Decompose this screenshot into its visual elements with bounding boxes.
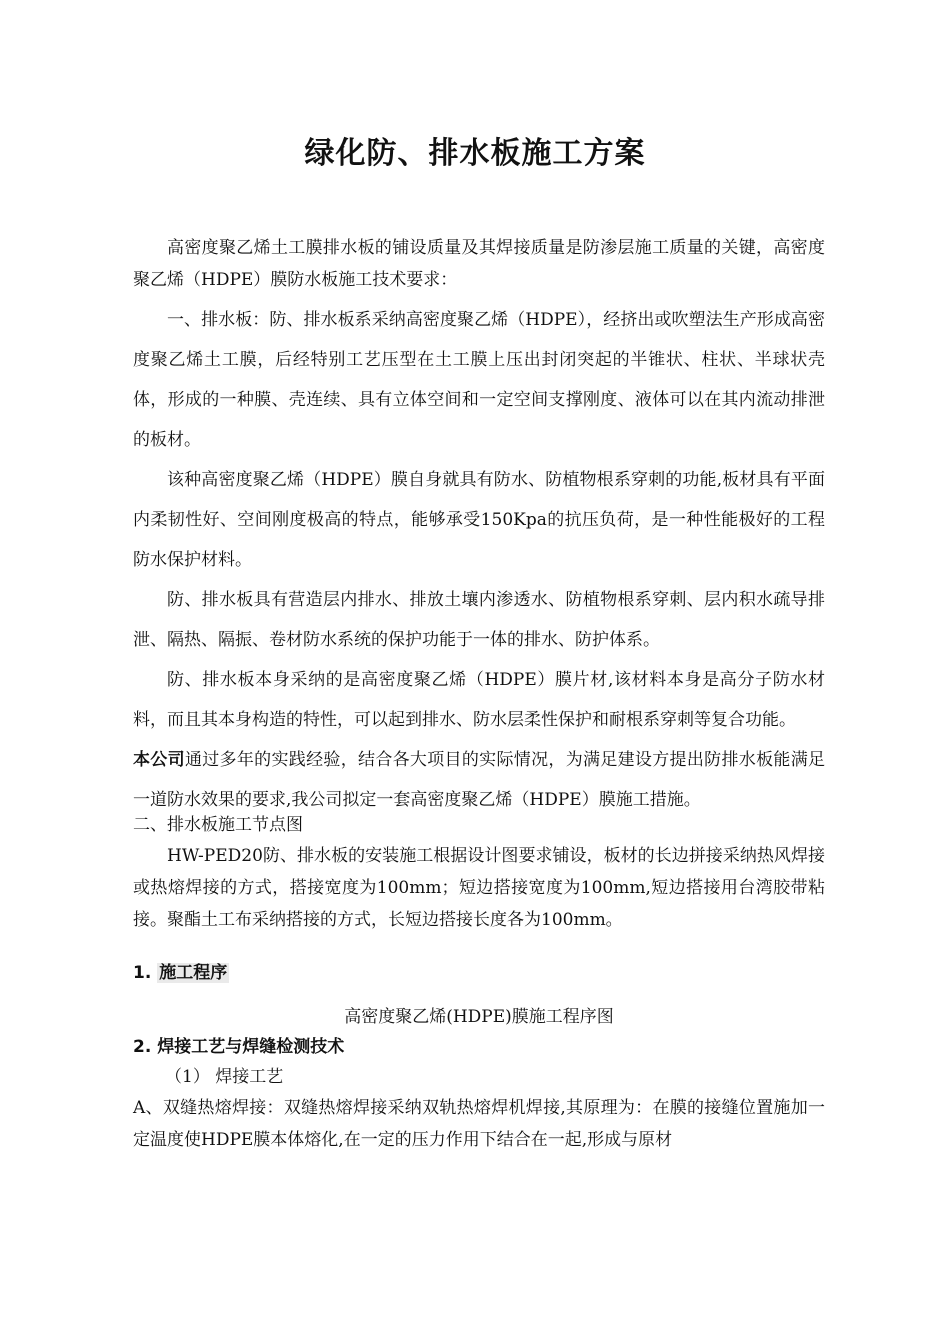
subsection-number: （1）: [165, 1067, 210, 1087]
section-number: 2.: [133, 1037, 152, 1057]
paragraph-company: [133, 740, 825, 820]
section-label: 焊接工艺与焊缝检测技术: [157, 1037, 345, 1057]
section-heading-node-drawing: 二、排水板施工节点图: [133, 815, 303, 835]
section-heading-procedure: [133, 958, 825, 988]
paragraph-drainage-board: 一、排水板：防、排水板系采纳高密度聚乙烯（HDPE），经挤出或吹塑法生产形成高密度聚乙烯土工膜，后经特别工艺压型在土工膜上压出封闭突起的半锥状、柱状、半球状壳体，形成的一种膜、壳连续、具有立体空间和一定空间支撑刚度、液体可以在其内流动排泄的板材。: [133, 310, 825, 450]
section-heading-welding: [133, 1032, 825, 1062]
subsection-label: 焊接工艺: [215, 1067, 284, 1087]
section-number: 1.: [133, 963, 152, 983]
company-text: 通过多年的实践经验，结合各大项目的实际情况，为满足建设方提出防排水板能满足一道防水效果的要求,我公司拟定一套高密度聚乙烯（HDPE）膜施工措施。: [133, 750, 826, 810]
paragraph-hdpe-properties: 该种高密度聚乙烯（HDPE）膜自身就具有防水、防植物根系穿刺的功能,板材具有平面内柔韧性好、空间刚度极高的特点，能够承受150Kpa的抗压负荷，是一种性能极好的工程防水保护材料。: [133, 470, 825, 570]
paragraph-intro: 高密度聚乙烯土工膜排水板的铺设质量及其焊接质量是防渗层施工质量的关键，高密度聚乙烯（HDPE）膜防水板施工技术要求：: [133, 238, 825, 290]
figure-caption: 高密度聚乙烯(HDPE)膜施工程序图: [344, 1007, 614, 1027]
document-body: [133, 232, 825, 1156]
paragraph-material: 防、排水板本身采纳的是高密度聚乙烯（HDPE）膜片材,该材料本身是高分子防水材料，而且其本身构造的特性，可以起到排水、防水层柔性保护和耐根系穿刺等复合功能。: [133, 670, 825, 730]
subsection-heading-welding-process: [133, 1062, 825, 1092]
document-title: 绿化防、排水板施工方案: [304, 136, 646, 171]
paragraph-installation: HW-PED20防、排水板的安装施工根据设计图要求铺设，板材的长边拼接采纳热风焊接或热熔焊接的方式，搭接宽度为100mm；短边搭接宽度为100mm,短边搭接用台湾胶带粘接。聚酯土工布采纳搭接的方式，长短边搭接长度各为100mm。: [133, 846, 825, 930]
paragraph-functions: 防、排水板具有营造层内排水、排放土壤内渗透水、防植物根系穿刺、层内积水疏导排泄、隔热、隔振、卷材防水系统的保护功能于一体的排水、防护体系。: [133, 590, 825, 650]
section-label: 施工程序: [159, 963, 228, 983]
company-lead: 本公司: [133, 750, 185, 770]
paragraph-double-seam-welding: A、双缝热熔焊接：双缝热熔焊接采纳双轨热熔焊机焊接,其原理为：在膜的接缝位置施加一定温度使HDPE膜本体熔化,在一定的压力作用下结合在一起,形成与原材: [133, 1098, 825, 1150]
